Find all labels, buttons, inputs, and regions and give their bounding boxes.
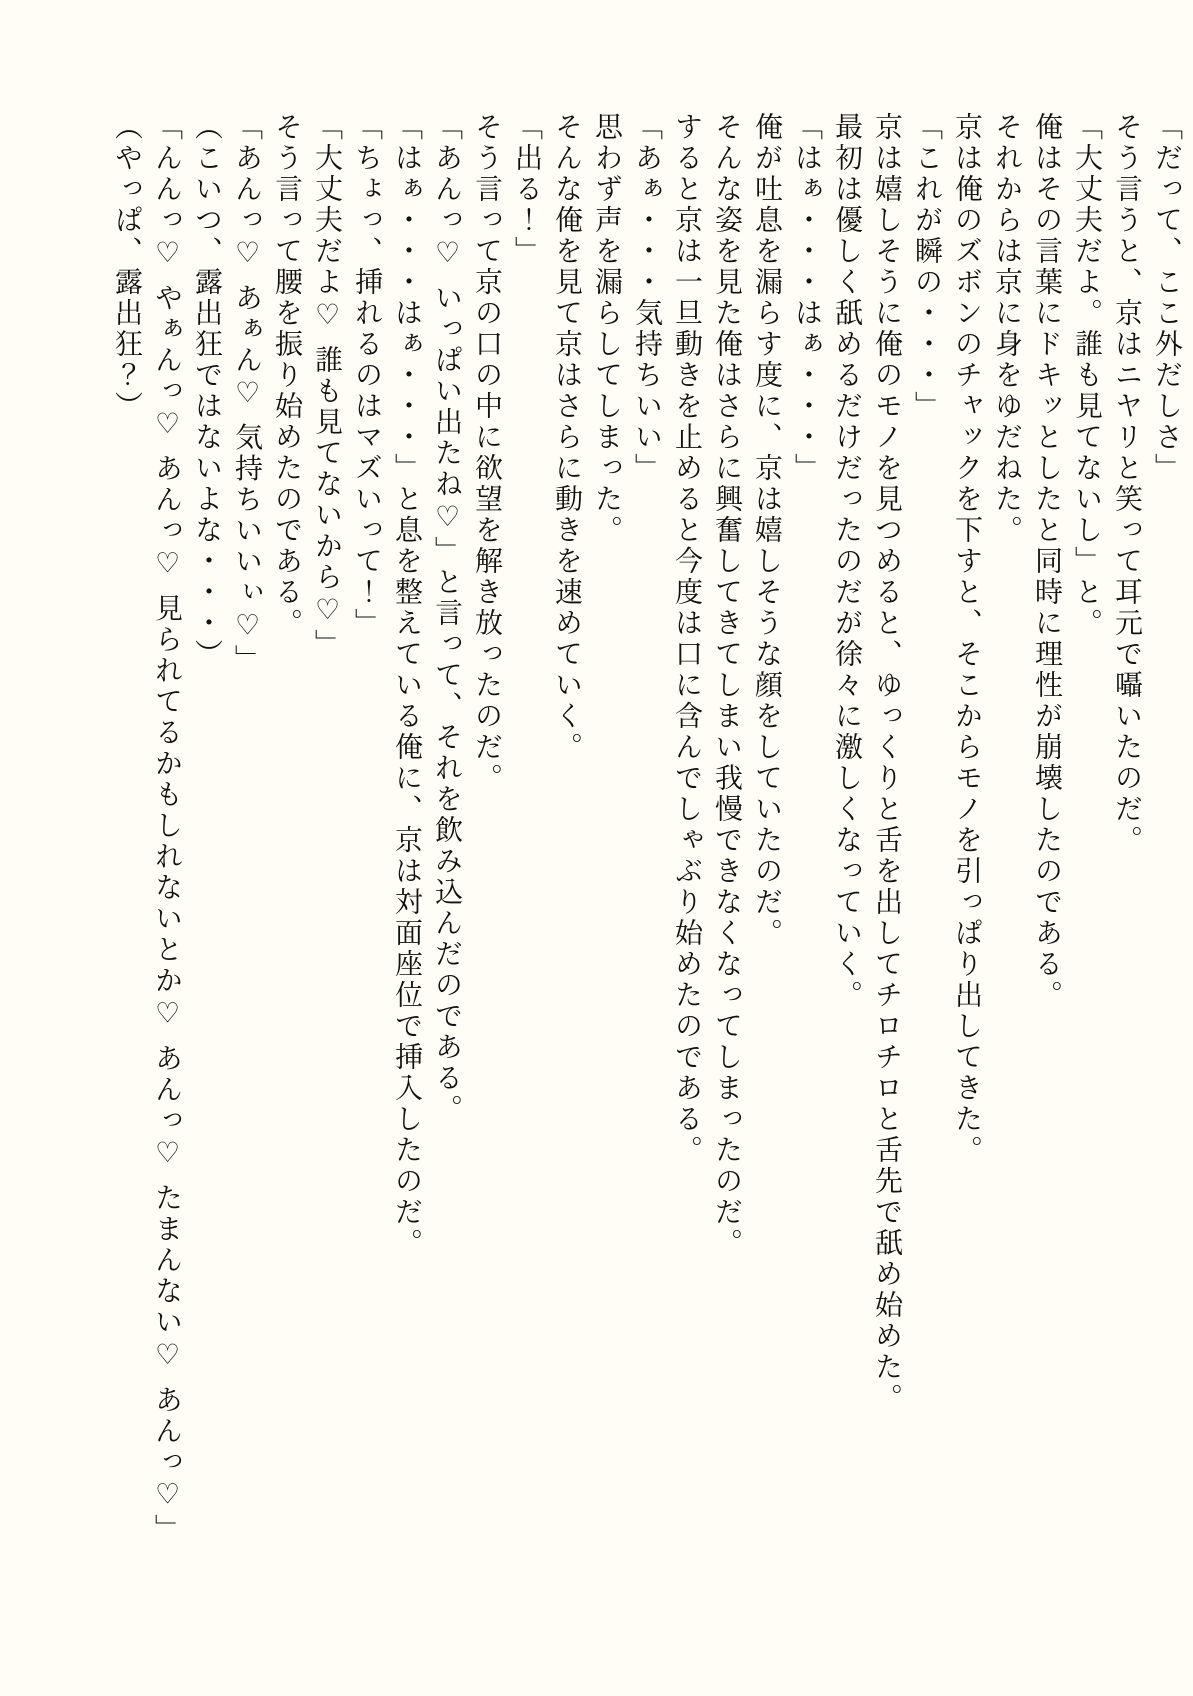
text-line: 最初は優しく舐めるだけだったのだが徐々に激しくなっていく。 [832, 112, 863, 1011]
text-line: 「はぁ・・・はぁ・・・」と息を整えている俺に、京は対面座位で挿入したのだ。 [392, 112, 423, 1259]
text-line: 「ちょっ、挿れるのはマズいって！」 [352, 112, 383, 639]
text-line: 「だって、ここ外だしさ」 [1152, 112, 1183, 484]
text-line: 京は俺のズボンのチャックを下すと、そこからモノを引っぱり出してきた。 [952, 112, 983, 1166]
novel-text-block [107, 112, 1187, 1672]
text-line: そう言って腰を振り始めたのである。 [272, 112, 303, 639]
text-line: 「これが瞬の・・・」 [912, 112, 943, 422]
text-line: それからは京に身をゆだねた。 [992, 112, 1023, 546]
text-line: 俺が吐息を漏らす度に、京は嬉しそうな顔をしていたのだ。 [752, 112, 783, 949]
text-line: 「はぁ・・・はぁ・・・」 [792, 112, 823, 484]
text-line: 「大丈夫だよ。誰も見てないし」と。 [1072, 112, 1103, 639]
text-line: そう言うと、京はニヤリと笑って耳元で囁いたのだ。 [1112, 112, 1143, 856]
text-line: 「あぁ・・・気持ちいい」 [632, 112, 663, 484]
text-line: 「大丈夫だよ♡ 誰も見てないから♡」 [312, 112, 343, 660]
text-line: 俺はその言葉にドキッとしたと同時に理性が崩壊したのである。 [1032, 112, 1063, 1011]
text-line: （やっぱ、露出狂？） [112, 112, 143, 422]
text-line: すると京は一旦動きを止めると今度は口に含んでしゃぶり始めたのである。 [672, 112, 703, 1166]
text-line: 「出る！」 [512, 112, 543, 267]
text-line: そう言って京の口の中に欲望を解き放ったのだ。 [472, 112, 503, 794]
text-line: 「んんっ♡ やぁんっ♡ あんっ♡ 見られてるかもしれないとか♡ あんっ♡ たまんない♡ あんっ♡」 [152, 112, 183, 1545]
text-line: 思わず声を漏らしてしまった。 [592, 112, 623, 546]
text-line: 京は嬉しそうに俺のモノを見つめると、ゆっくりと舌を出してチロチロと舌先で舐め始めた。 [872, 112, 903, 1414]
text-line: そんな姿を見た俺はさらに興奮してきてしまい我慢できなくなってしまったのだ。 [712, 112, 743, 1259]
text-line: （こいつ、露出狂ではないよな・・・） [192, 112, 223, 670]
text-line: 「あんっ♡ あぁん♡ 気持ちいいぃ♡」 [232, 112, 263, 676]
text-line: 「あんっ♡ いっぱい出たね♡」と言って、それを飲み込んだのである。 [432, 112, 463, 1125]
text-line: そんな俺を見て京はさらに動きを速めていく。 [552, 112, 583, 763]
